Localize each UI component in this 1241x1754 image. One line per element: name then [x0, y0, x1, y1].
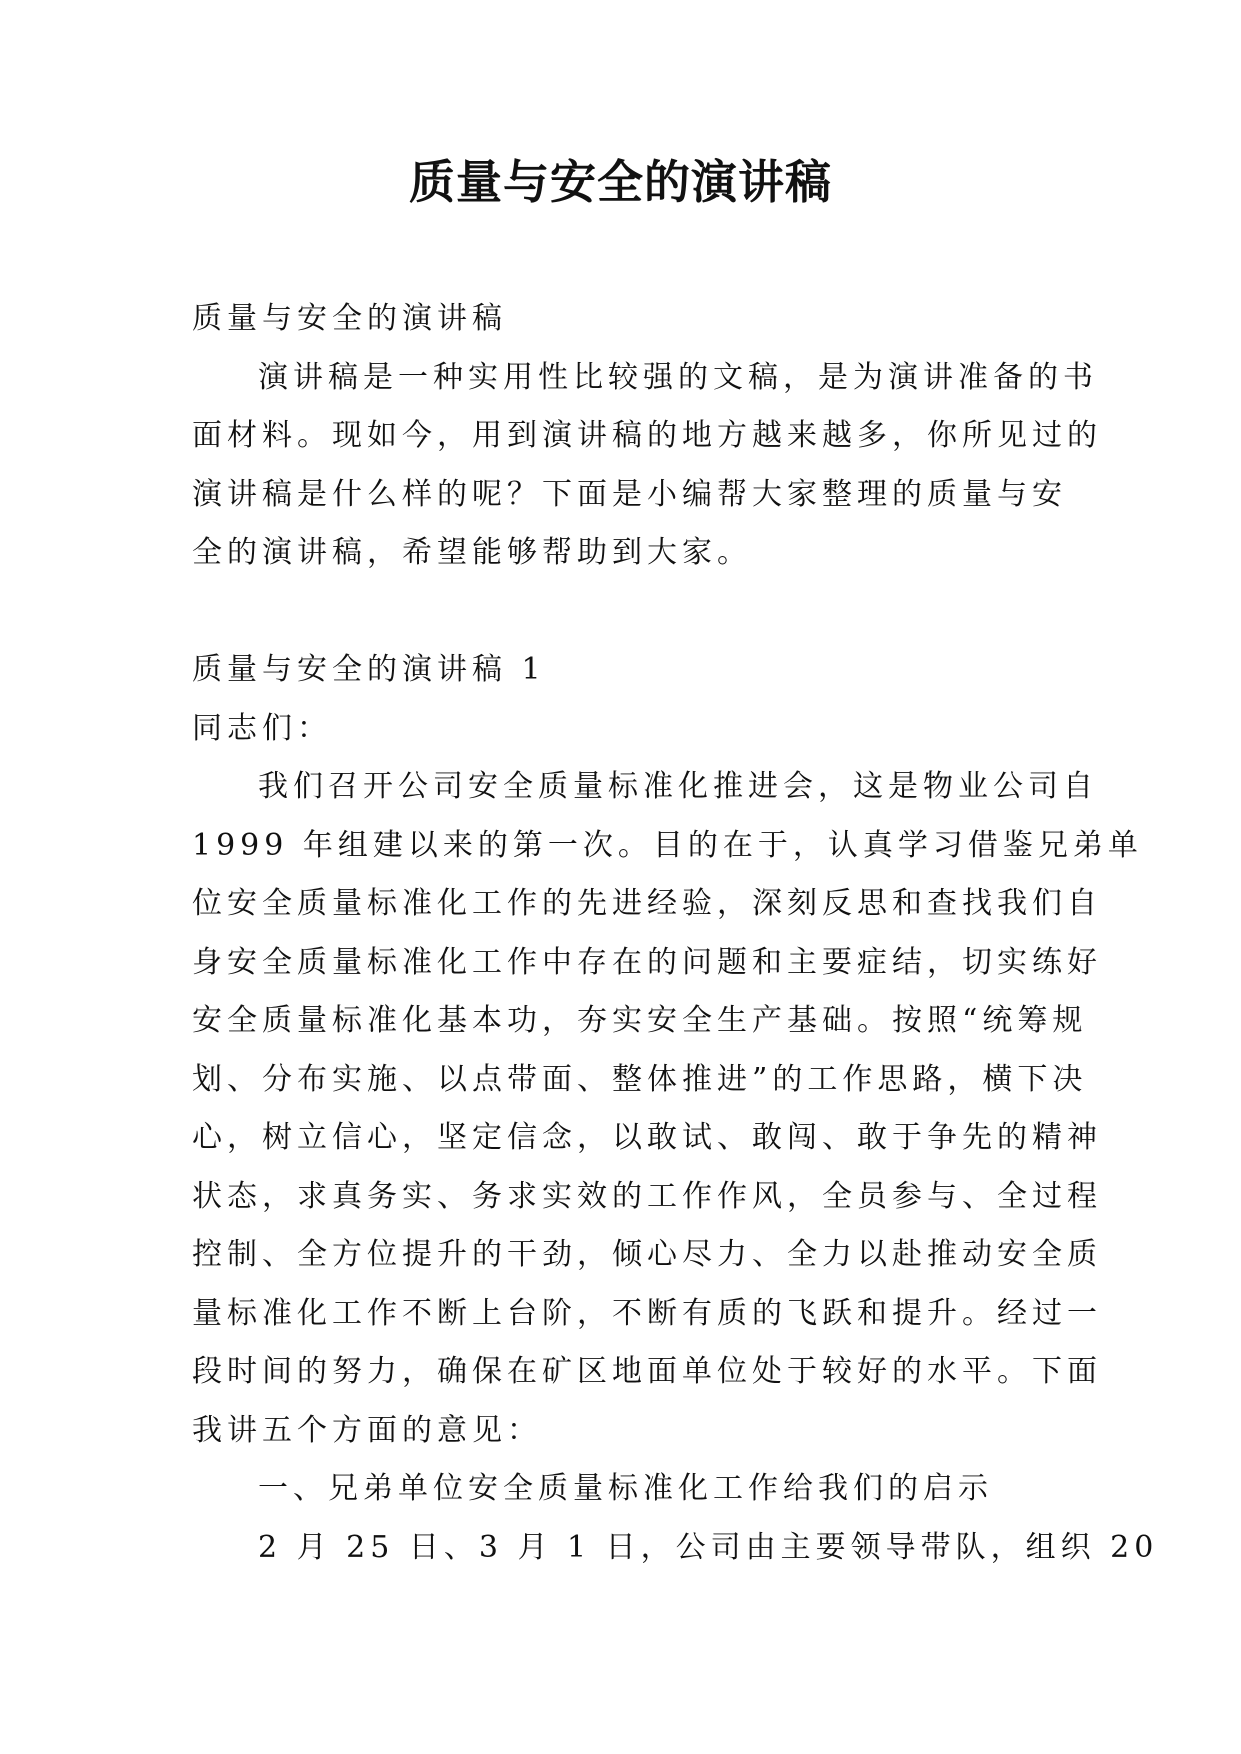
- document-body: [192, 290, 1159, 1577]
- text-line: 质量与安全的演讲稿: [192, 301, 507, 336]
- text-line: 一、兄弟单位安全质量标准化工作给我们的启示: [258, 1471, 993, 1506]
- text-line: 心，树立信心，坚定信念，以敢试、敢闯、敢于争先的精神: [192, 1120, 1102, 1155]
- paragraph-gap: [192, 583, 1052, 642]
- text-line: 段时间的努力，确保在矿区地面单位处于较好的水平。下面: [192, 1354, 1102, 1389]
- text-line: 控制、全方位提升的干劲，倾心尽力、全力以赴推动安全质: [192, 1237, 1102, 1272]
- document-title: 质量与安全的演讲稿: [409, 155, 832, 209]
- text-line: 位安全质量标准化工作的先进经验，深刻反思和查找我们自: [192, 886, 1102, 921]
- text-line: 我讲五个方面的意见：: [192, 1412, 542, 1448]
- text-line: 同志们：: [192, 710, 332, 746]
- text-line: 演讲稿是什么样的呢？下面是小编帮大家整理的质量与安: [192, 476, 1067, 512]
- text-line: 面材料。现如今，用到演讲稿的地方越来越多，你所见过的: [192, 418, 1102, 453]
- text-line: 状态，求真务实、务求实效的工作作风，全员参与、全过程: [192, 1178, 1102, 1214]
- text-line: 全的演讲稿，希望能够帮助到大家。: [192, 535, 752, 570]
- text-line: 质量与安全的演讲稿 1: [192, 652, 546, 687]
- text-line: 我们召开公司安全质量标准化推进会，这是物业公司自: [258, 769, 1098, 804]
- text-line: 1999 年组建以来的第一次。目的在于，认真学习借鉴兄弟单: [192, 827, 1143, 863]
- text-line: 划、分布实施、以点带面、整体推进”的工作思路，横下决: [192, 1061, 1088, 1097]
- text-line: 身安全质量标准化工作中存在的问题和主要症结，切实练好: [192, 944, 1102, 980]
- text-line: 演讲稿是一种实用性比较强的文稿，是为演讲准备的书: [258, 359, 1098, 395]
- text-line: 量标准化工作不断上台阶，不断有质的飞跃和提升。经过一: [192, 1295, 1102, 1331]
- text-line: 2 月 25 日、3 月 1 日，公司由主要领导带队，组织 20: [258, 1529, 1159, 1565]
- text-line: 安全质量标准化基本功，夯实安全生产基础。按照“统筹规: [192, 1003, 1088, 1038]
